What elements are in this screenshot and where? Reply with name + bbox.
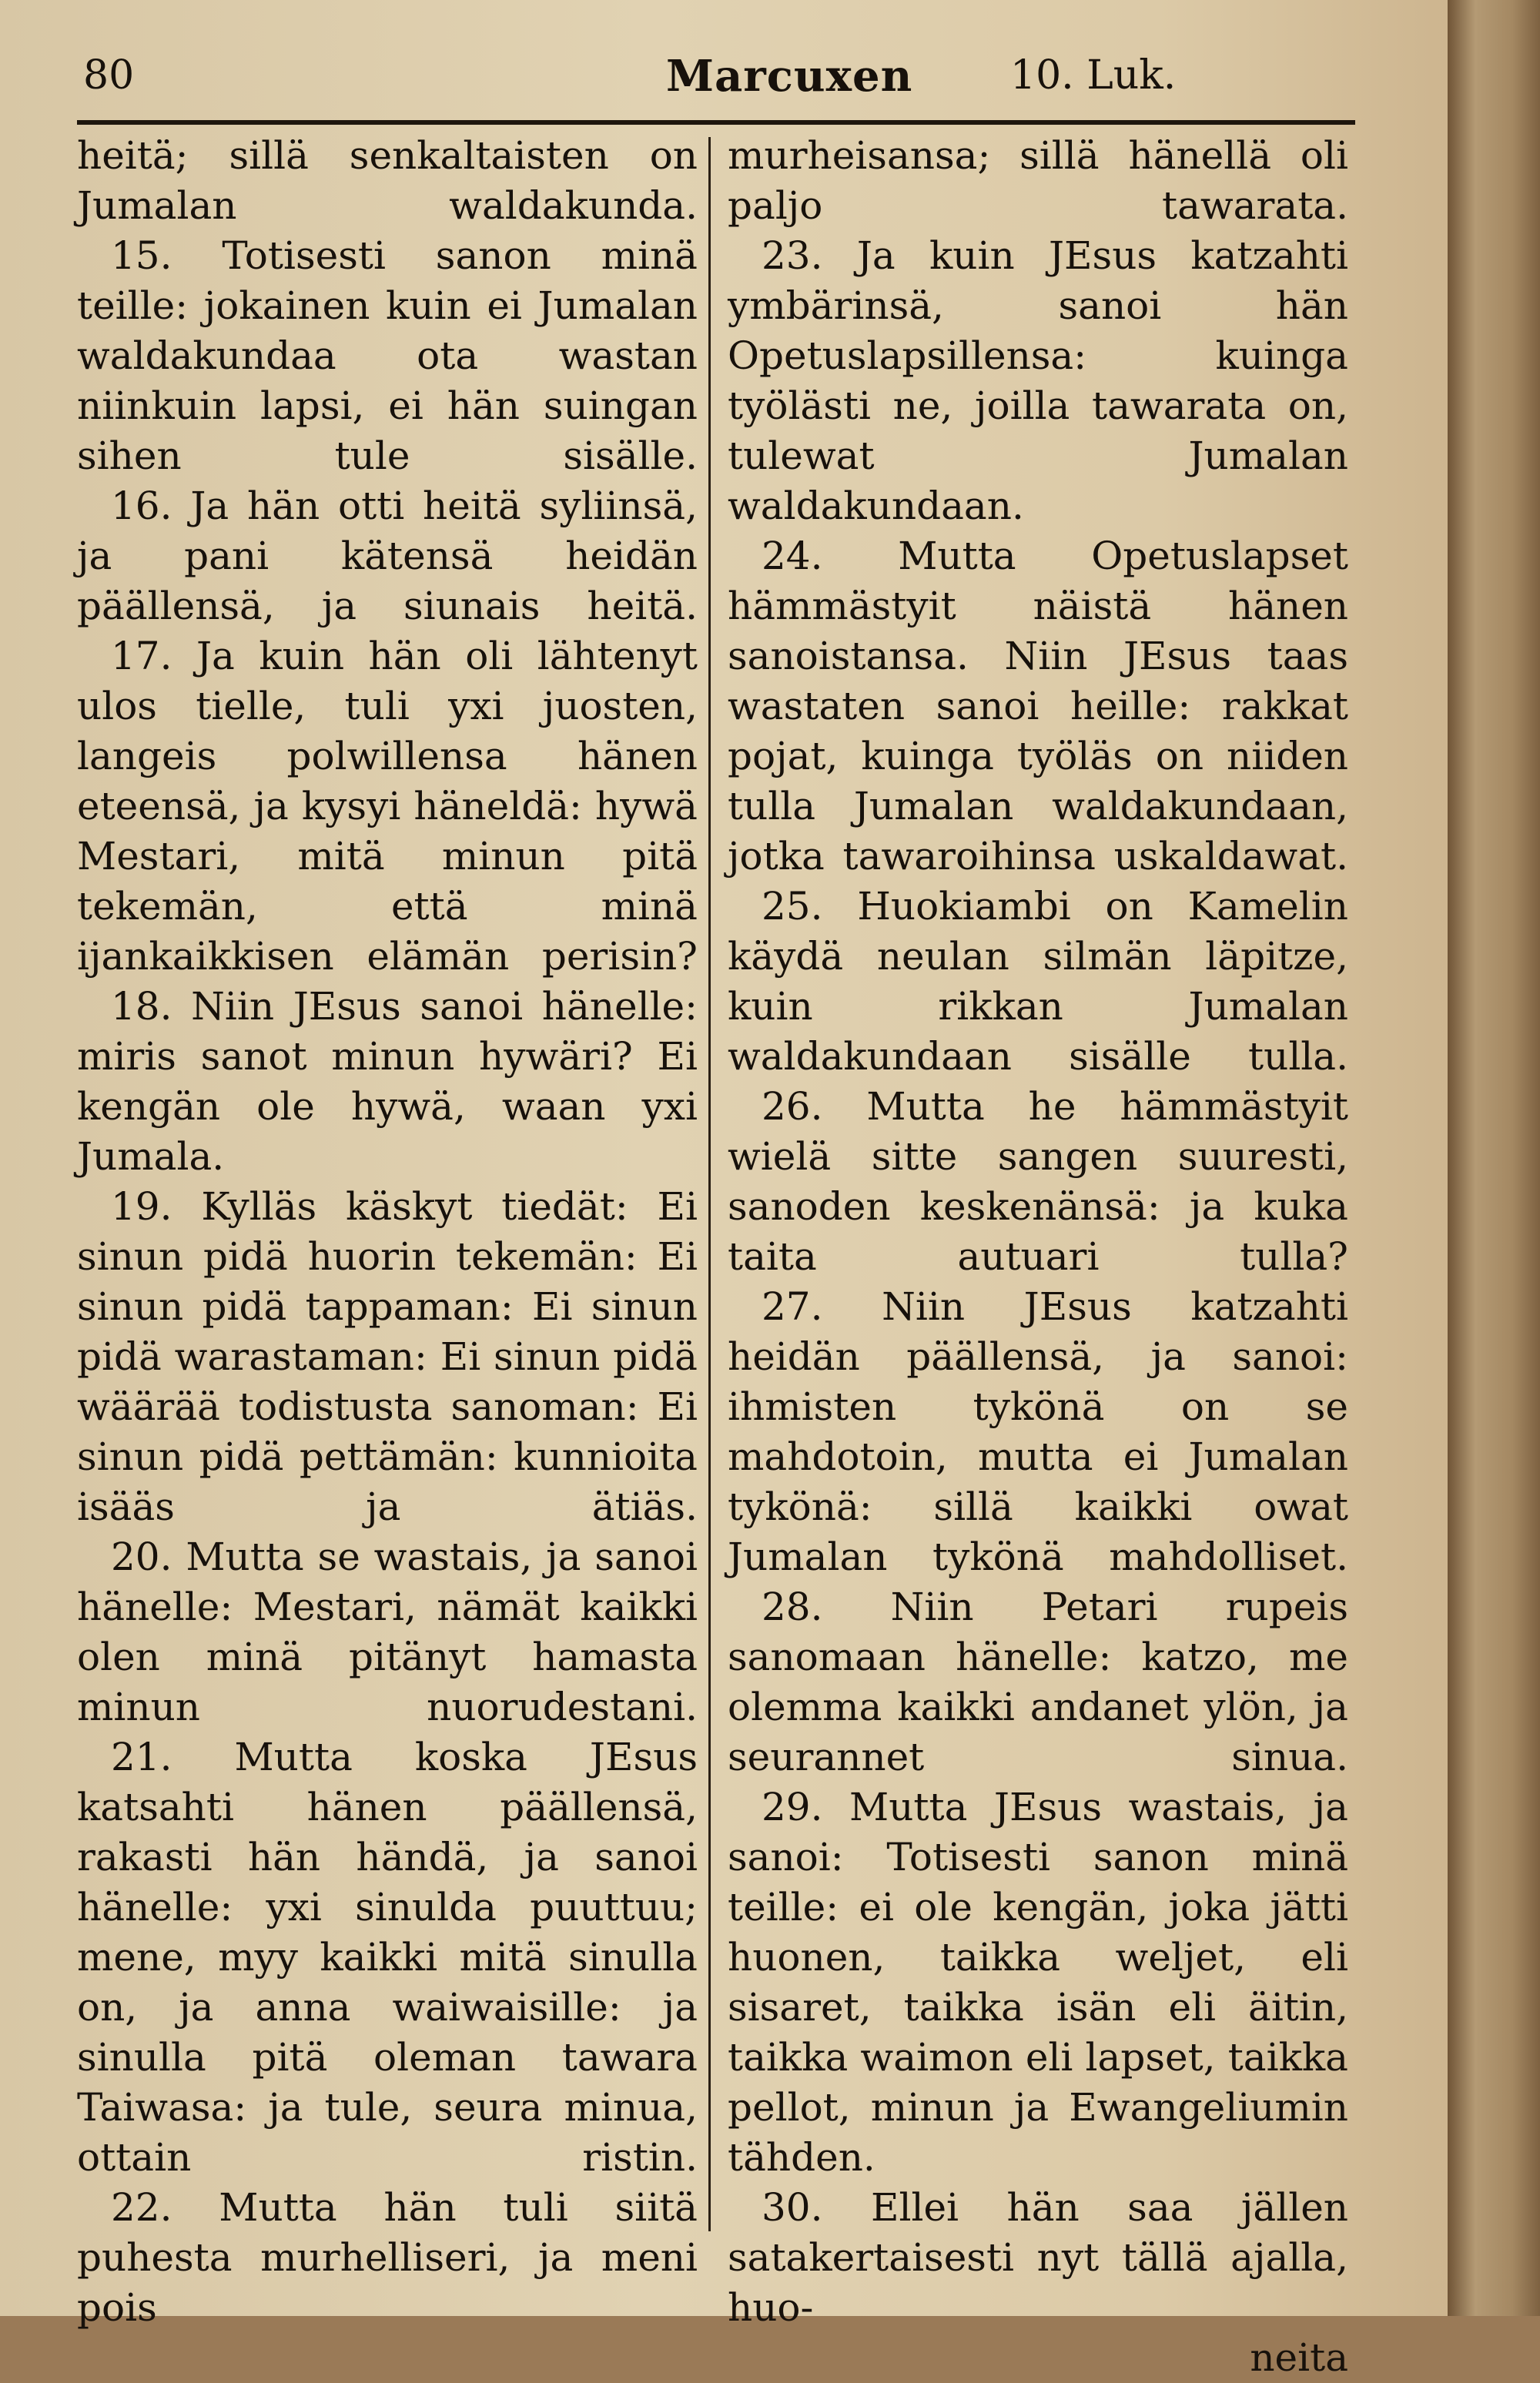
verse-text: Ja hän otti heitä syliinsä, ja pani kätensä heidän päällensä, ja siunais heitä. (77, 484, 698, 628)
verse (77, 231, 698, 481)
verse (77, 481, 698, 631)
verse-number: 21. (111, 1735, 172, 1779)
right-column (728, 131, 1348, 2383)
verse-text: Mutta Opetuslapset hämmästyit näistä hänen sanoistansa. Niin JEsus taas wastaten sanoi heille: rakkat pojat, kuinga työläs on niiden tulla Jumalan waldakundaan, jotka tawaroihinsa uskaldawat. (728, 534, 1348, 879)
verse-number: 26. (762, 1084, 823, 1129)
verse (728, 231, 1348, 531)
verse-text: Mutta se wastais, ja sanoi hänelle: Mestari, nämät kaikki olen minä pitänyt hamasta minun nuorudestani. (77, 1535, 698, 1729)
verse (77, 131, 698, 231)
catchword: neita (1250, 2335, 1348, 2380)
verse-text: Totisesti sanon minä teille: jokainen kuin ei Jumalan waldakundaa ota wastan niinkuin lapsi, ei hän suingan sihen tule sisälle. (77, 233, 698, 478)
verse-number: 15. (111, 233, 172, 278)
verse-text: Mutta he hämmästyit wielä sitte sangen suuresti, sanoden keskenänsä: ja kuka taita autuari tulla? (728, 1084, 1348, 1279)
verse (77, 1732, 698, 2183)
verse-number: 30. (762, 2185, 823, 2230)
left-column (77, 131, 698, 2333)
chapter-label: 10. Luk. (1010, 52, 1177, 99)
verse-text: Ja kuin hän oli lähtenyt ulos tielle, tuli yxi juosten, langeis polwillensa hänen eteensä, ja kysyi häneldä: hywä Mestari, mitä minun pitä tekemän, että minä ijankaikkisen elämän perisin? (77, 634, 698, 979)
verse-text: Huokiambi on Kamelin käydä neulan silmän läpitze, kuin rikkan Jumalan waldakundaan sisälle tulla. (728, 884, 1348, 1079)
verse-number: 25. (762, 884, 823, 929)
verse-text: heitä; sillä senkaltaisten on Jumalan waldakunda. (77, 133, 698, 228)
verse-number: 29. (762, 1785, 823, 1829)
verse-text: Niin JEsus sanoi hänelle: miris sanot minun hywäri? Ei kengän ole hywä, waan yxi Jumala. (77, 984, 698, 1179)
verse (728, 131, 1348, 231)
verse (728, 1282, 1348, 1582)
verse (728, 1582, 1348, 1782)
page-number: 80 (83, 52, 135, 99)
column-divider (708, 137, 711, 2231)
verse (77, 1182, 698, 1532)
verse-text: Kylläs käskyt tiedät: Ei sinun pidä huorin tekemän: Ei sinun pidä tappaman: Ei sinun pidä warastaman: Ei sinun pidä wäärää todistusta sanoman: Ei sinun pidä pettämän: kunnioita isääs ja ätiäs. (77, 1184, 698, 1529)
verse-text: Mutta koska JEsus katsahti hänen päällensä, rakasti hän händä, ja sanoi hänelle: yxi sinulda puuttuu; mene, myy kaikki mitä sinulla on, ja anna waiwaisille: ja sinulla pitä oleman tawara Taiwasa: ja tule, seura minua, ottain ristin. (77, 1735, 698, 2180)
verse (728, 2183, 1348, 2333)
verse-text: Ellei hän saa jällen satakertaisesti nyt tällä ajalla, huo- (728, 2185, 1348, 2330)
header-rule (77, 120, 1355, 125)
verse-text: murheisansa; sillä hänellä oli paljo tawarata. (728, 133, 1348, 228)
verse (728, 882, 1348, 1082)
verse-number: 17. (111, 634, 172, 678)
verse-number: 20. (111, 1535, 172, 1579)
running-title: Marcuxen (666, 51, 913, 102)
verse-number: 28. (762, 1585, 823, 1629)
verse-text: Ja kuin JEsus katzahti ymbärinsä, sanoi hän Opetuslapsillensa: kuinga työlästi ne, joilla tawarata on, tulewat Jumalan waldakundaan. (728, 233, 1348, 528)
verse-text: Mutta hän tuli siitä puhesta murhelliseri, ja meni pois (77, 2185, 698, 2330)
verse-number: 16. (111, 484, 172, 528)
verse (77, 982, 698, 1182)
facing-page-edge (1448, 0, 1540, 2316)
verse-number: 23. (762, 233, 823, 278)
verse-number: 19. (111, 1184, 172, 1229)
verse-number: 22. (111, 2185, 172, 2230)
verse-text: Mutta JEsus wastais, ja sanoi: Totisesti sanon minä teille: ei ole kengän, joka jätti huonen, taikka weljet, eli sisaret, taikka isän eli äitin, taikka waimon eli lapset, taikka pellot, minun ja Ewangeliumin tähden. (728, 1785, 1348, 2180)
verse (77, 2183, 698, 2333)
verse (728, 531, 1348, 882)
verse (728, 1082, 1348, 1282)
verse (77, 631, 698, 982)
page-header (77, 46, 1355, 108)
verse-number: 18. (111, 984, 172, 1029)
verse-text: Niin Petari rupeis sanomaan hänelle: katzo, me olemma kaikki andanet ylön, ja seurannet sinua. (728, 1585, 1348, 1779)
verse (728, 1782, 1348, 2183)
verse-number: 27. (762, 1284, 823, 1329)
verse-text: Niin JEsus katzahti heidän päällensä, ja sanoi: ihmisten tykönä on se mahdotoin, mutta ei Jumalan tykönä: sillä kaikki owat Jumalan tykönä mahdolliset. (728, 1284, 1348, 1579)
verse-number: 24. (762, 534, 823, 578)
verse (77, 1532, 698, 1732)
